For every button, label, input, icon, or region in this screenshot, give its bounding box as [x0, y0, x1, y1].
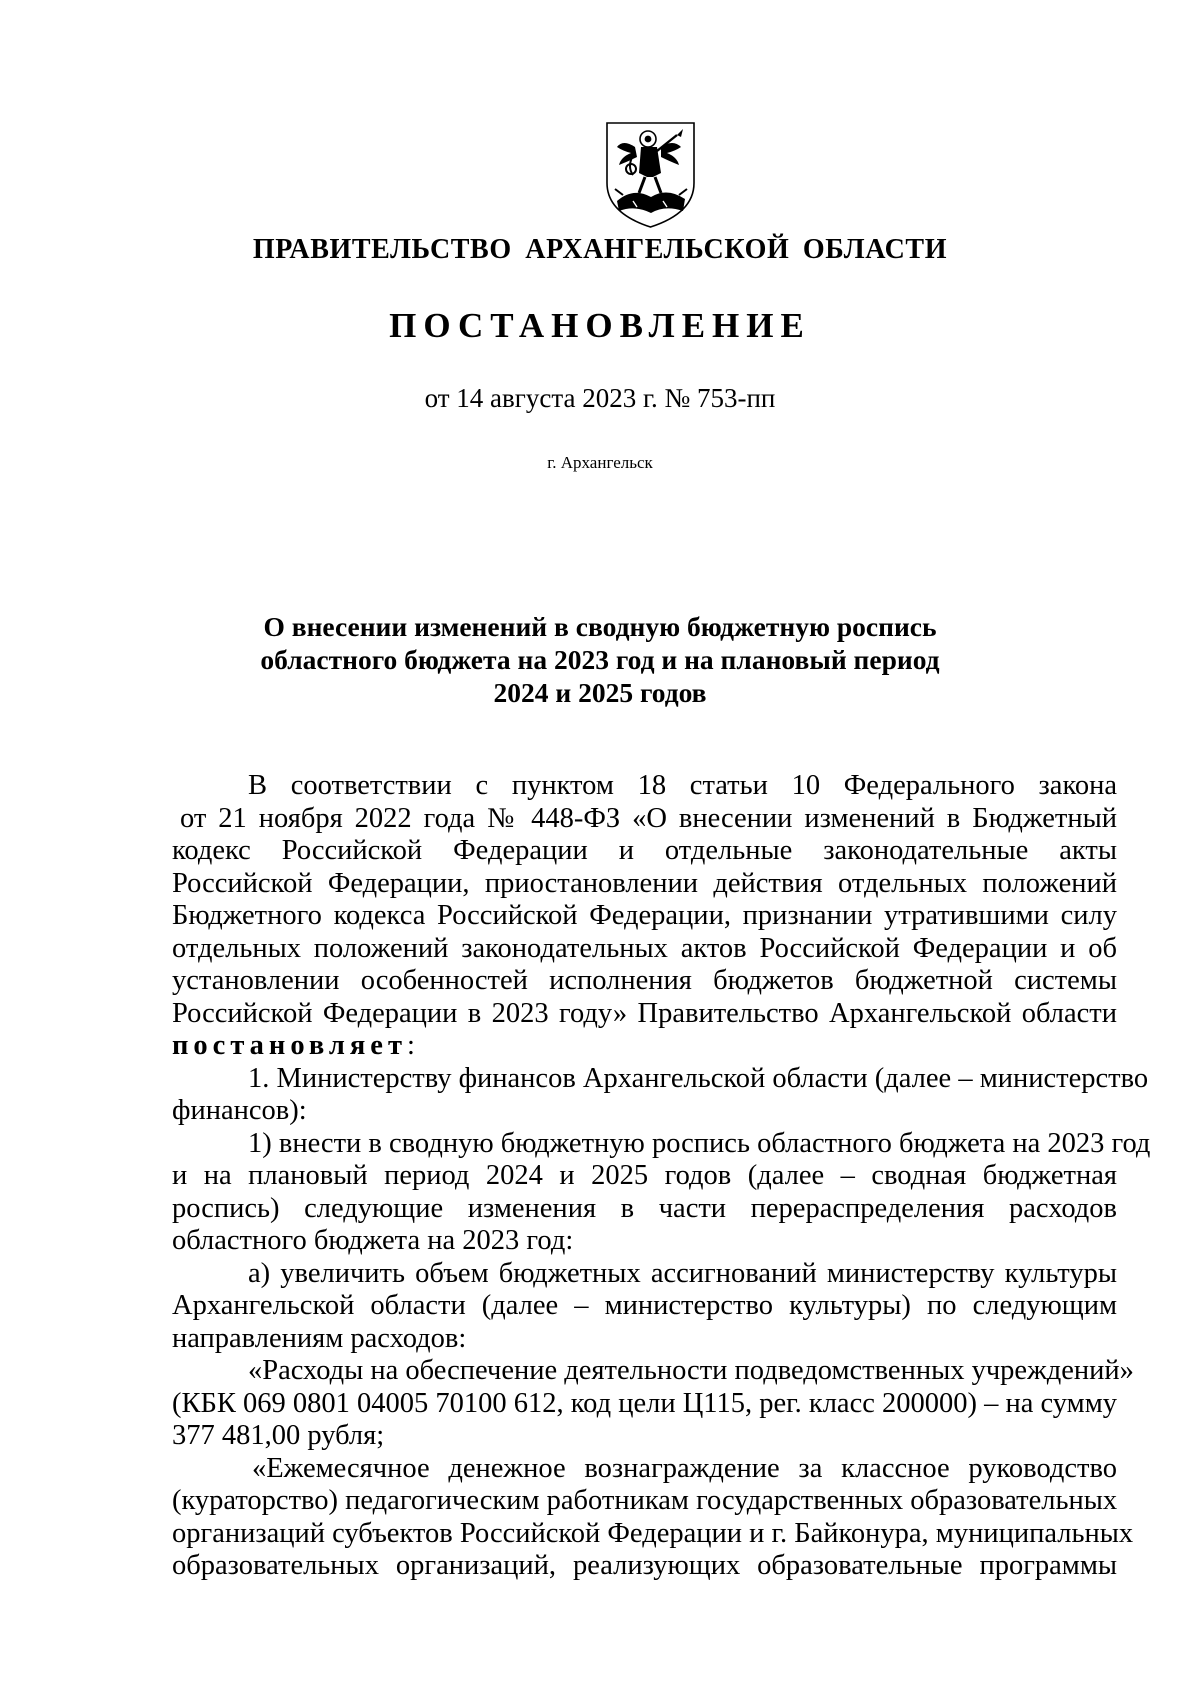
document-body	[172, 770, 1151, 1583]
date-and-number: от 14 августа 2023 г. № 753-пп	[424, 383, 776, 413]
body-line: Российской Федерации, приостановлении действия отдельных положений	[172, 867, 1117, 899]
body-line: областного бюджета на 2023 год:	[172, 1225, 574, 1256]
body-line: «Ежемесячное денежное вознаграждение за классное руководство	[252, 1452, 1117, 1484]
body-line: финансов):	[172, 1095, 307, 1126]
title-line: 2024 и 2025 годов	[493, 677, 707, 708]
body-line: 377 481,00 рубля;	[172, 1420, 385, 1451]
body-line: «Расходы на обеспечение деятельности подведомственных учреждений»	[248, 1355, 1134, 1386]
body-line: В соответствии с пунктом 18 статьи 10 Федерального закона	[248, 770, 1117, 801]
body-line: образовательных организаций, реализующих образовательные программы	[172, 1550, 1117, 1581]
body-line: (кураторство) педагогическим работникам государственных образовательных	[172, 1485, 1118, 1516]
resolves-word: постановляет	[172, 1030, 407, 1061]
organization-name: ПРАВИТЕЛЬСТВО АРХАНГЕЛЬСКОЙ ОБЛАСТИ	[252, 234, 948, 265]
coat-of-arms-icon	[603, 117, 698, 230]
body-line: отдельных положений законодательных актов Российской Федерации и об	[172, 932, 1117, 964]
resolves-line	[172, 1030, 1117, 1063]
body-line: организаций субъектов Российской Федерации и г. Байконура, муниципальных	[172, 1517, 1134, 1549]
body-line: и на плановый период 2024 и 2025 годов (далее – сводная бюджетная	[172, 1160, 1117, 1191]
body-line: 1. Министерству финансов Архангельской области (далее – министерство	[248, 1062, 1149, 1094]
body-line: Бюджетного кодекса Российской Федерации, признании утратившими силу	[172, 900, 1117, 931]
resolves-colon: :	[406, 1030, 415, 1061]
body-line: направлениям расходов:	[172, 1322, 467, 1354]
body-line: от 21 ноября 2022 года № 448-ФЗ «О внесении изменений в Бюджетный	[180, 802, 1117, 834]
body-line: а) увеличить объем бюджетных ассигнований министерству культуры	[248, 1257, 1117, 1289]
body-line: Российской Федерации в 2023 году» Правительство Архангельской области	[172, 997, 1117, 1029]
body-line: Архангельской области (далее – министерство культуры) по следующим	[172, 1290, 1117, 1321]
document-type: ПОСТАНОВЛЕНИЕ	[389, 306, 811, 345]
body-line: (КБК 069 0801 04005 70100 612, код цели Ц115, рег. класс 200000) – на сумму	[172, 1387, 1117, 1419]
body-line: установлении особенностей исполнения бюджетов бюджетной системы	[172, 965, 1117, 996]
document-title	[160, 610, 1040, 709]
body-line: 1) внести в сводную бюджетную роспись областного бюджета на 2023 год	[248, 1127, 1151, 1159]
title-line: областного бюджета на 2023 год и на плановый период	[260, 644, 940, 675]
body-line: роспись) следующие изменения в части перераспределения расходов	[172, 1192, 1117, 1224]
body-line: кодекс Российской Федерации и отдельные законодательные акты	[172, 835, 1117, 866]
city: г. Архангельск	[547, 453, 653, 472]
title-line: О внесении изменений в сводную бюджетную роспись	[263, 611, 937, 642]
